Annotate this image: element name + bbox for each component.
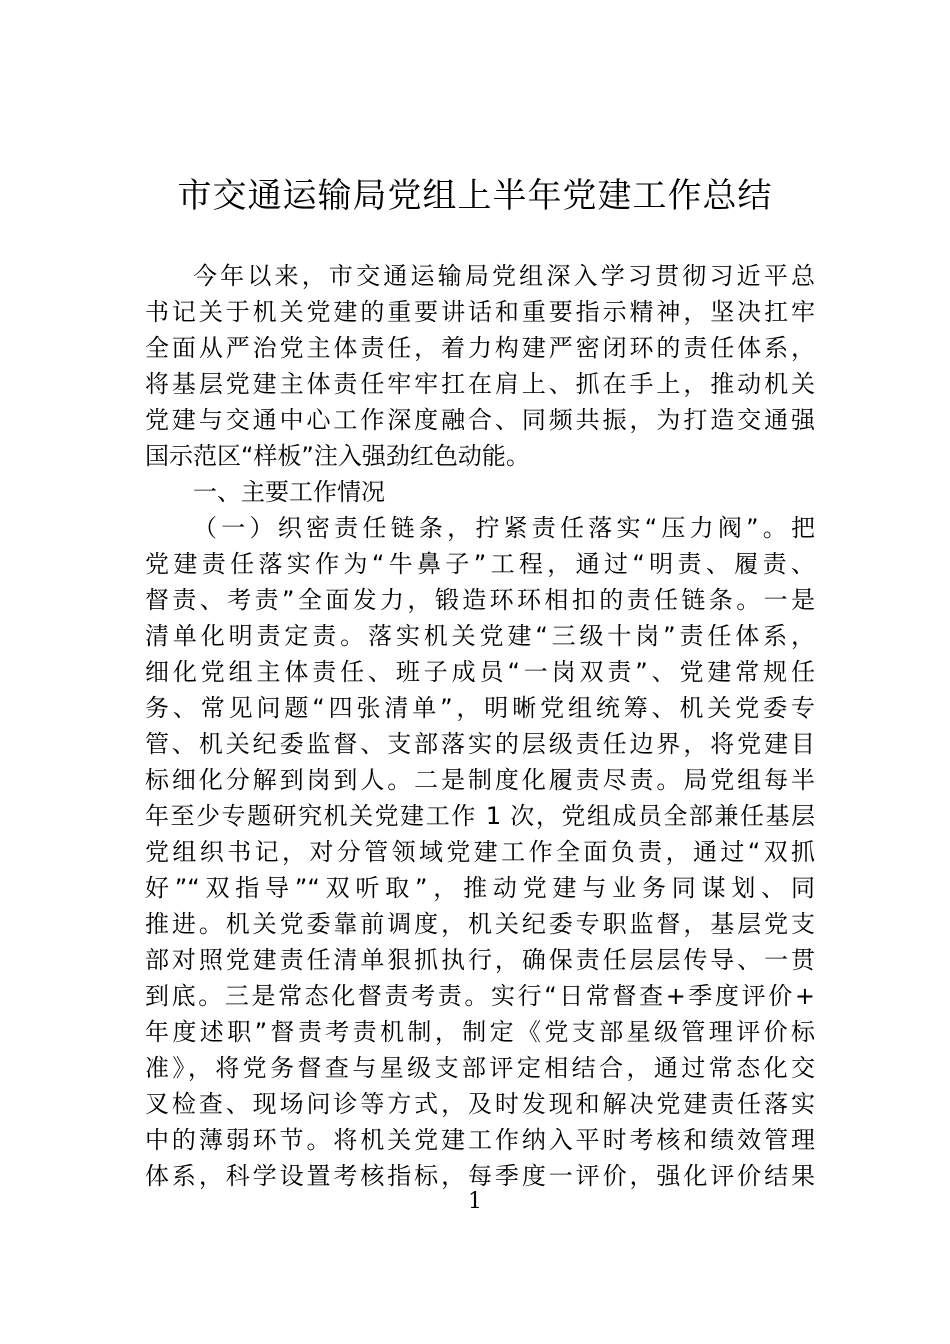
document-body (145, 258, 815, 1194)
paragraph-line: 将基层党建主体责任牢牢扛在肩上、抓在手上，推动机关 (145, 370, 815, 398)
paragraph-line: 管、机关纪委监督、支部落实的层级责任边界，将党建目 (145, 730, 815, 758)
paragraph-line: 部对照党建责任清单狠抓执行，确保责任层层传导、一贯 (145, 946, 815, 974)
paragraph-line: 推进。机关党委靠前调度，机关纪委专职监督，基层党支 (145, 910, 815, 938)
paragraph-line: 好”“双指导”“双听取”，推动党建与业务同谋划、同 (145, 874, 815, 902)
paragraph-line: 务、常见问题“四张清单”，明晰党组统筹、机关党委专 (145, 694, 815, 722)
paragraph-line: 标细化分解到岗到人。二是制度化履责尽责。局党组每半 (145, 766, 815, 794)
paragraph-line: 清单化明责定责。落实机关党建“三级十岗”责任体系， (145, 622, 815, 650)
paragraph-line: 到底。三是常态化督责考责。实行“日常督查+季度评价+ (145, 982, 815, 1010)
paragraph-line: 党组织书记，对分管领域党建工作全面负责，通过“双抓 (145, 838, 815, 866)
paragraph-line: 中的薄弱环节。将机关党建工作纳入平时考核和绩效管理 (145, 1126, 815, 1154)
paragraph-line: 国示范区“样板”注入强劲红色动能。 (145, 442, 530, 470)
paragraph-line: （一）织密责任链条，拧紧责任落实“压力阀”。把 (193, 514, 815, 542)
paragraph-line: 书记关于机关党建的重要讲话和重要指示精神，坚决扛牢 (145, 298, 815, 326)
section-heading: 一、主要工作情况 (193, 478, 385, 506)
paragraph-line: 年度述职”督责考责机制，制定《党支部星级管理评价标 (145, 1018, 815, 1046)
paragraph-line: 细化党组主体责任、班子成员“一岗双责”、党建常规任 (145, 658, 815, 686)
paragraph-line: 今年以来，市交通运输局党组深入学习贯彻习近平总 (193, 262, 815, 290)
paragraph-line: 年至少专题研究机关党建工作 1 次，党组成员全部兼任基层 (145, 802, 815, 830)
paragraph-line: 党建与交通中心工作深度融合、同频共振，为打造交通强 (145, 406, 815, 434)
page-number: 1 (468, 1189, 482, 1214)
paragraph-line: 叉检查、现场问诊等方式，及时发现和解决党建责任落实 (145, 1090, 815, 1118)
paragraph-line: 体系，科学设置考核指标，每季度一评价，强化评价结果 (145, 1162, 815, 1190)
document-title: 市交通运输局党组上半年党建工作总结 (177, 176, 773, 216)
paragraph-line: 督责、考责”全面发力，锻造环环相扣的责任链条。一是 (145, 586, 815, 614)
paragraph-line: 全面从严治党主体责任，着力构建严密闭环的责任体系， (145, 334, 815, 362)
paragraph-line: 党建责任落实作为“牛鼻子”工程，通过“明责、履责、 (145, 550, 815, 578)
paragraph-line: 准》，将党务督查与星级支部评定相结合，通过常态化交 (145, 1054, 815, 1082)
